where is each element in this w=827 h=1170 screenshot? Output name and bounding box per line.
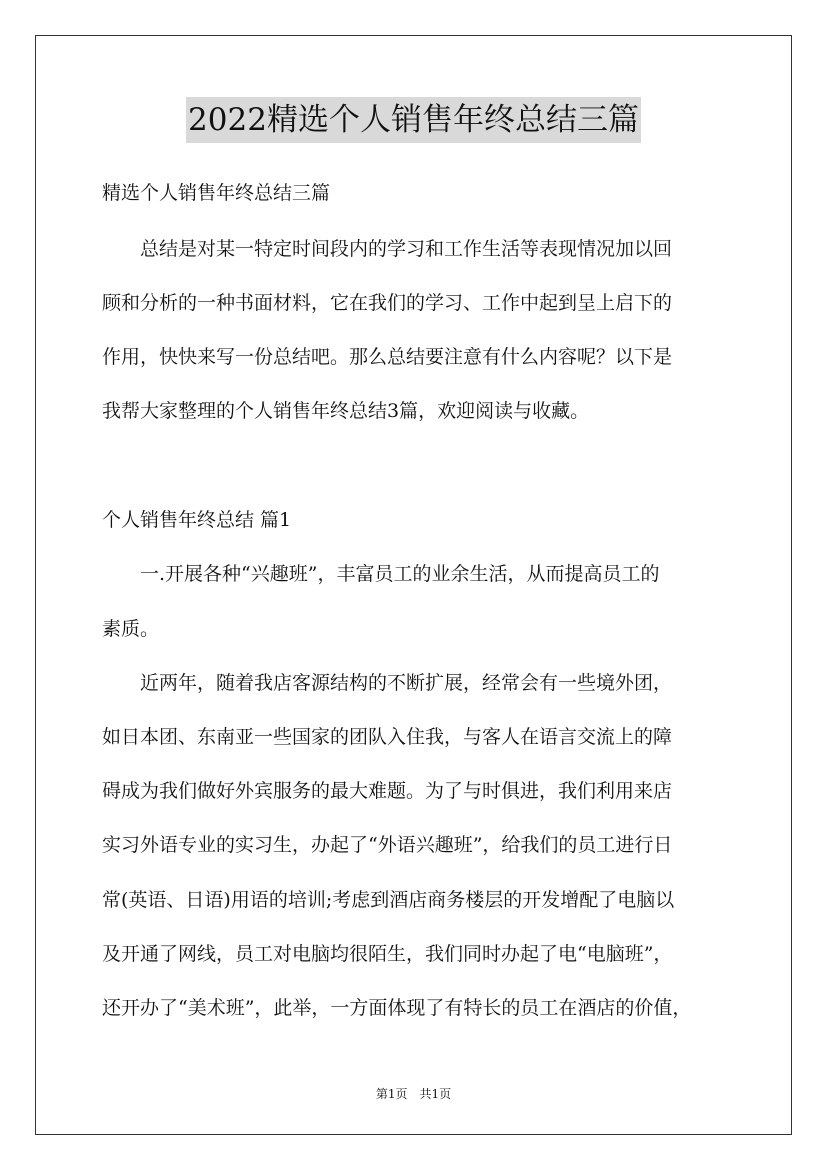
body-line: 如日本团、东南亚一些国家的团队入住我，与客人在语言交流上的障 (102, 726, 673, 748)
document-subtitle: 精选个人销售年终总结三篇 (102, 182, 331, 204)
body-line: 碍成为我们做好外宾服务的最大难题。为了与时俱进，我们利用来店 (102, 780, 673, 802)
point-line: 素质。 (102, 618, 160, 640)
body-line: 及开通了网线，员工对电脑均很陌生，我们同时办起了电“电脑班”， (102, 943, 673, 965)
intro-line: 我帮大家整理的个人销售年终总结3篇，欢迎阅读与收藏。 (102, 400, 590, 422)
body-line: 近两年，随着我店客源结构的不断扩展，经常会有一些境外团， (102, 672, 673, 694)
body-line: 实习外语专业的实习生，办起了“外语兴趣班”，给我们的员工进行日 (102, 834, 673, 856)
intro-line: 顾和分析的一种书面材料，它在我们的学习、工作中起到呈上启下的 (102, 292, 673, 314)
title-block (0, 97, 827, 143)
section-heading: 个人销售年终总结 篇1 (102, 509, 292, 531)
page-footer: 第1页 共1页 (375, 1087, 452, 1101)
intro-line: 作用，快快来写一份总结吧。那么总结要注意有什么内容呢？以下是 (102, 346, 673, 368)
intro-line: 总结是对某一特定时间段内的学习和工作生活等表现情况加以回 (102, 238, 673, 260)
body-line: 常(英语、日语)用语的培训;考虑到酒店商务楼层的开发增配了电脑以 (102, 889, 675, 911)
document-title: 2022精选个人销售年终总结三篇 (186, 97, 641, 143)
body-line: 还开办了“美术班”，此举，一方面体现了有特长的员工在酒店的价值， (102, 997, 692, 1019)
point-line: 一.开展各种“兴趣班”，丰富员工的业余生活，从而提高员工的 (102, 563, 660, 585)
